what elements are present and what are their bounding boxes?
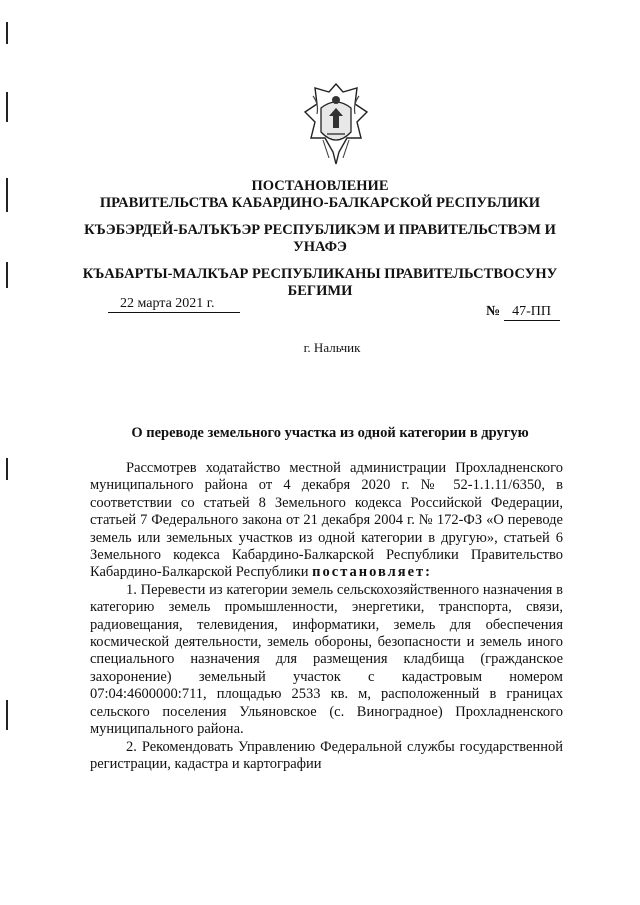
paragraph-item-1: 1. Перевести из категории земель сельскохозяйственного назначения в категорию земель промышленности, энергетики, транспорта, связи, радиовещания, телевидения, информатики, земель для обеспечения космической деятельности, земель обороны, безопасности и земель иного специального назначения для размещения кладбища (гражданское захоронение) земельный участок с кадастровым номером 07:04:4600000:711, площадью 2533 кв. м, расположенный в границах сельского поселения Ульяновское (с. Виноградное) Прохладненского муниципального района. bbox=[90, 581, 563, 738]
preamble-text: Рассмотрев ходатайство местной администрации Прохладненского муниципального района от 4 декабря 2020 г. № 52-1.1.11/6350, в соответствии со статьей 8 Земельного кодекса Российской Федерации, статьей 7 Федерального закона от 21 декабря 2004 г. № 172-ФЗ «О переводе земель или земельных участков из одной категории в другую», статьей 6 Земельного кодекса Кабардино-Балкарской Республики Правительство Кабардино-Балкарской Республики bbox=[90, 460, 563, 581]
scan-mark bbox=[6, 92, 8, 122]
decree-body bbox=[90, 460, 563, 773]
scan-mark bbox=[6, 700, 8, 730]
scan-mark bbox=[6, 178, 8, 212]
number-value: 47-ПП bbox=[504, 304, 560, 321]
city-name: г. Нальчик bbox=[303, 340, 361, 355]
decree-number bbox=[486, 304, 560, 321]
scan-mark bbox=[6, 458, 8, 480]
decree-subject: О переводе земельного участка из одной категории в другую bbox=[131, 425, 529, 441]
number-label: № bbox=[486, 304, 501, 319]
decree-title: ПОСТАНОВЛЕНИЕ bbox=[251, 178, 389, 194]
paragraph-preamble bbox=[90, 460, 563, 582]
balkar-title-line1: КЪАБАРТЫ-МАЛКЪАР РЕСПУБЛИКАНЫ ПРАВИТЕЛЬСТВОСУНУ bbox=[82, 266, 558, 282]
kabardian-title-line2: УНАФЭ bbox=[293, 239, 347, 255]
kabardian-title-line1: КЪЭБЭРДЕЙ-БАЛЪКЪЭР РЕСПУБЛИКЭМ И ПРАВИТЕЛЬСТВЭМ И bbox=[84, 222, 556, 238]
paragraph-item-2: 2. Рекомендовать Управлению Федеральной службы государственной регистрации, кадастра и картографии bbox=[90, 738, 563, 772]
decree-date: 22 марта 2021 г. bbox=[108, 296, 240, 313]
resolves-word: постановляет: bbox=[312, 564, 432, 581]
coat-of-arms-icon bbox=[299, 78, 373, 170]
scan-mark bbox=[6, 22, 8, 44]
balkar-title-line2: БЕГИМИ bbox=[287, 283, 353, 299]
scan-mark bbox=[6, 262, 8, 288]
government-title: ПРАВИТЕЛЬСТВА КАБАРДИНО-БАЛКАРСКОЙ РЕСПУБЛИКИ bbox=[99, 195, 541, 211]
